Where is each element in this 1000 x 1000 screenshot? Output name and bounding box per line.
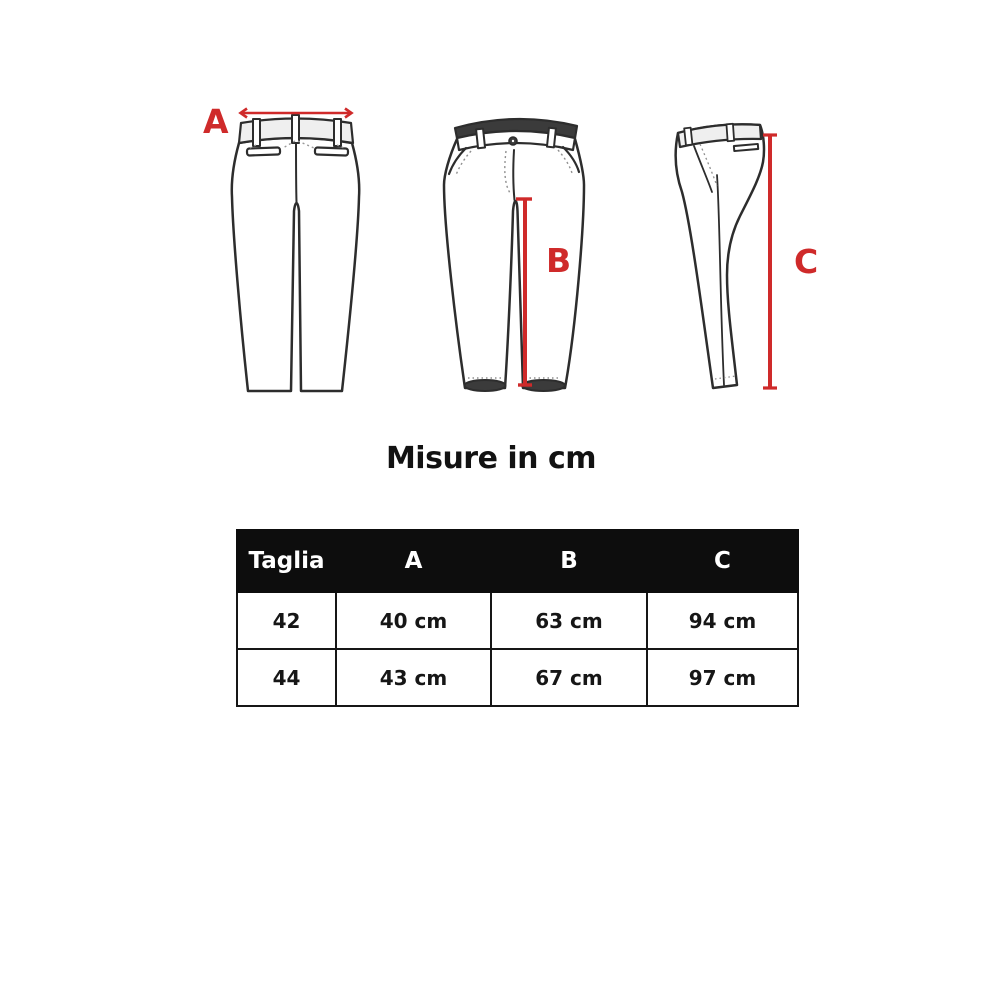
cell-measure-c: 97 cm <box>647 649 798 706</box>
pants-side-view-diagram <box>660 100 825 405</box>
cell-measure-b: 67 cm <box>491 649 647 706</box>
pants-back-outline <box>232 115 359 391</box>
center-seam <box>296 135 297 202</box>
cell-measure-a: 43 cm <box>336 649 491 706</box>
back-pocket <box>734 144 758 151</box>
size-table-header <box>237 530 798 592</box>
page-title: Misure in cm <box>385 441 597 476</box>
header-cell-a: A <box>336 530 491 592</box>
measure-a-label: A <box>203 102 229 141</box>
header-row <box>237 530 798 592</box>
header-cell-b: B <box>491 530 647 592</box>
header-cell-taglia: Taglia <box>237 530 336 592</box>
button <box>509 137 517 145</box>
cell-measure-a: 40 cm <box>336 592 491 649</box>
cell-measure-b: 63 cm <box>491 592 647 649</box>
measure-c-label: C <box>794 242 819 281</box>
cell-measure-c: 94 cm <box>647 592 798 649</box>
measure-c-line <box>763 135 777 388</box>
header-cell-c: C <box>647 530 798 592</box>
hem-cuffs <box>465 380 566 391</box>
cell-size: 42 <box>237 592 336 649</box>
pants-back-view-diagram <box>195 95 370 405</box>
pants-side-outline <box>676 124 764 388</box>
size-table <box>236 529 799 707</box>
table-row-size-42 <box>237 592 798 649</box>
cell-size: 44 <box>237 649 336 706</box>
table-row-size-44 <box>237 649 798 706</box>
measure-b-label: B <box>546 241 572 280</box>
pants-front-view-diagram <box>435 95 610 405</box>
